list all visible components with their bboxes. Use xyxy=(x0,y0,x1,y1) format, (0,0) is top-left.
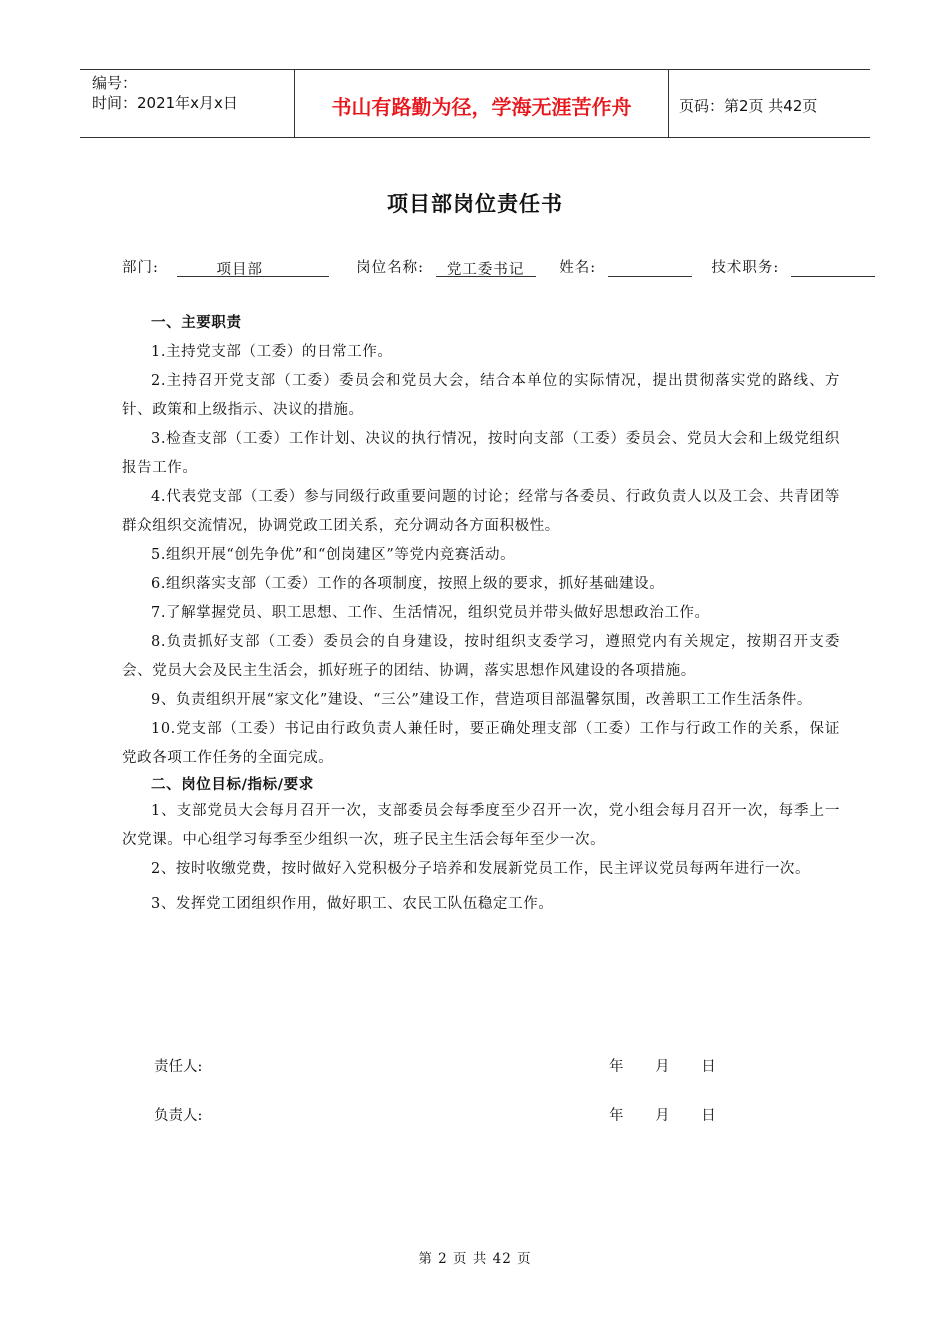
header-motto: 书山有路勤为径，学海无涯苦作舟 xyxy=(295,70,669,137)
tech-title-value xyxy=(791,258,875,277)
position-label: 岗位名称: xyxy=(356,260,424,276)
info-line xyxy=(122,256,842,277)
header-left-cell xyxy=(80,70,295,137)
name-label: 姓名: xyxy=(559,260,597,276)
duty-item: 2.主持召开党支部（工委）委员会和党员大会，结合本单位的实际情况，提出贯彻落实党的路线、方针、政策和上级指示、决议的措施。 xyxy=(122,373,840,418)
document-time-label: 时间：2021年x月x日 xyxy=(92,94,238,112)
leader-label: 负责人: xyxy=(154,1108,203,1124)
day-label: 日 xyxy=(701,1108,716,1124)
page-footer: 第 2 页 共 42 页 xyxy=(418,1251,532,1267)
duty-item: 5.组织开展“创先争优”和“创岗建区”等党内竞赛活动。 xyxy=(151,547,516,563)
document-body xyxy=(122,309,840,919)
responsible-label: 责任人: xyxy=(154,1059,203,1075)
header-table xyxy=(80,69,870,138)
duty-item: 9、负责组织开展“家文化”建设、“三公”建设工作，营造项目部温馨氛围，改善职工工作生活条件。 xyxy=(151,692,812,708)
target-item: 3、发挥党工团组织作用，做好职工、农民工队伍稳定工作。 xyxy=(151,896,554,912)
name-value xyxy=(608,258,692,277)
section-heading-targets: 二、岗位目标/指标/要求 xyxy=(151,777,314,793)
duty-item: 10.党支部（工委）书记由行政负责人兼任时，要正确处理支部（工委）工作与行政工作的关系，保证党政各项工作任务的全面完成。 xyxy=(122,721,840,766)
duty-item: 7.了解掌握党员、职工思想、工作、生活情况，组织党员并带头做好思想政治工作。 xyxy=(151,605,710,621)
dept-label: 部门: xyxy=(122,260,159,276)
duty-item: 6.组织落实支部（工委）工作的各项制度，按照上级的要求，抓好基础建设。 xyxy=(151,576,665,592)
target-item: 1、支部党员大会每月召开一次，支部委员会每季度至少召开一次，党小组会每月召开一次，每季上一次党课。中心组学习每季至少组织一次，班子民主生活会每年至少一次。 xyxy=(122,803,840,848)
day-label: 日 xyxy=(701,1059,716,1075)
month-label: 月 xyxy=(655,1059,670,1075)
target-item: 2、按时收缴党费，按时做好入党积极分子培养和发展新党员工作，民主评议党员每两年进行一次。 xyxy=(151,861,811,877)
tech-title-label: 技术职务: xyxy=(711,260,780,276)
document-code-label: 编号： xyxy=(92,74,138,92)
duty-item: 4.代表党支部（工委）参与同级行政重要问题的讨论；经常与各委员、行政负责人以及工会、共青团等群众组织交流情况，协调党政工团关系，充分调动各方面积极性。 xyxy=(122,489,840,534)
responsible-date xyxy=(609,1055,743,1076)
duty-item: 8.负责抓好支部（工委）委员会的自身建设，按时组织支委学习，遵照党内有关规定，按期召开支委会、党员大会及民主生活会，抓好班子的团结、协调，落实思想作风建设的各项措施。 xyxy=(122,634,840,679)
year-label: 年 xyxy=(609,1108,624,1124)
duty-item: 3.检查支部（工委）工作计划、决议的执行情况，按时向支部（工委）委员会、党员大会和上级党组织报告工作。 xyxy=(122,431,840,476)
section-heading-duties: 一、主要职责 xyxy=(151,315,242,331)
duty-item: 1.主持党支部（工委）的日常工作。 xyxy=(151,344,393,360)
header-page-info: 页码：第2页 共42页 xyxy=(679,97,818,115)
dept-value: 项目部 xyxy=(177,258,329,277)
month-label: 月 xyxy=(655,1108,670,1124)
document-title: 项目部岗位责任书 xyxy=(387,192,563,216)
leader-date xyxy=(609,1104,743,1125)
year-label: 年 xyxy=(609,1059,624,1075)
leader-signature-row xyxy=(154,1104,754,1125)
responsible-signature-row xyxy=(154,1055,754,1076)
position-value: 党工委书记 xyxy=(436,258,536,277)
